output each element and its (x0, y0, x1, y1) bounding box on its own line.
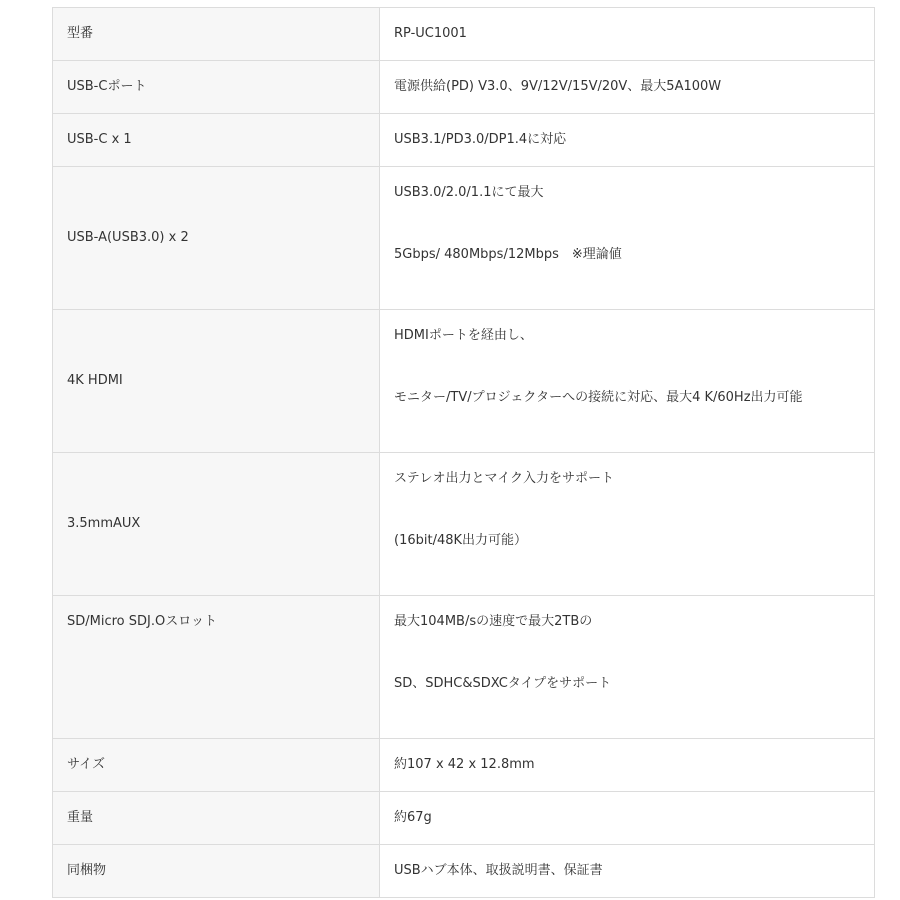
spec-label: 重量 (53, 792, 380, 845)
spec-value-line: 最大104MB/sの速度で最大2TBの (394, 614, 593, 629)
spec-label: USB-C x 1 (53, 114, 380, 167)
table-row (53, 167, 875, 310)
spec-label-text: SD/Micro SDJ.Oスロット (67, 614, 217, 629)
spec-value: USBハブ本体、取扱説明書、保証書 (380, 845, 875, 898)
spec-label: 3.5mmAUX (53, 453, 380, 596)
spec-label: USB-A(USB3.0) x 2 (53, 167, 380, 310)
spec-value-line: モニター/TV/プロジェクターへの接続に対応、最大4 K/60Hz出力可能 (394, 390, 803, 405)
spec-label: 4K HDMI (53, 310, 380, 453)
spec-label: サイズ (53, 739, 380, 792)
spec-value (380, 167, 875, 310)
spec-label: USB-Cポート (53, 61, 380, 114)
spec-value (380, 453, 875, 596)
spec-label (53, 596, 380, 739)
spec-value-line: ステレオ出力とマイク入力をサポート (394, 471, 614, 486)
spec-value: 約107 x 42 x 12.8mm (380, 739, 875, 792)
table-row (53, 8, 875, 61)
spec-value-line: (16bit/48K出力可能） (394, 533, 528, 548)
table-row (53, 61, 875, 114)
spec-value (380, 310, 875, 453)
spec-value-line: HDMIポートを経由し、 (394, 328, 533, 343)
spec-value: 約67g (380, 792, 875, 845)
table-row (53, 114, 875, 167)
spec-value: RP-UC1001 (380, 8, 875, 61)
spec-label: 同梱物 (53, 845, 380, 898)
spec-value (380, 596, 875, 739)
spec-value: USB3.1/PD3.0/DP1.4に対応 (380, 114, 875, 167)
spec-value-line: SD、SDHC&SDXCタイプをサポート (394, 676, 612, 691)
spec-label: 型番 (53, 8, 380, 61)
table-row (53, 310, 875, 453)
spec-table (52, 7, 875, 898)
spec-value-line: USB3.0/2.0/1.1にて最大 (394, 185, 544, 200)
table-row (53, 845, 875, 898)
table-row (53, 792, 875, 845)
table-row (53, 596, 875, 739)
spec-value: 電源供給(PD) V3.0、9V/12V/15V/20V、最大5A100W (380, 61, 875, 114)
table-row (53, 453, 875, 596)
spec-value-line: 5Gbps/ 480Mbps/12Mbps ※理論値 (394, 247, 622, 262)
table-row (53, 739, 875, 792)
